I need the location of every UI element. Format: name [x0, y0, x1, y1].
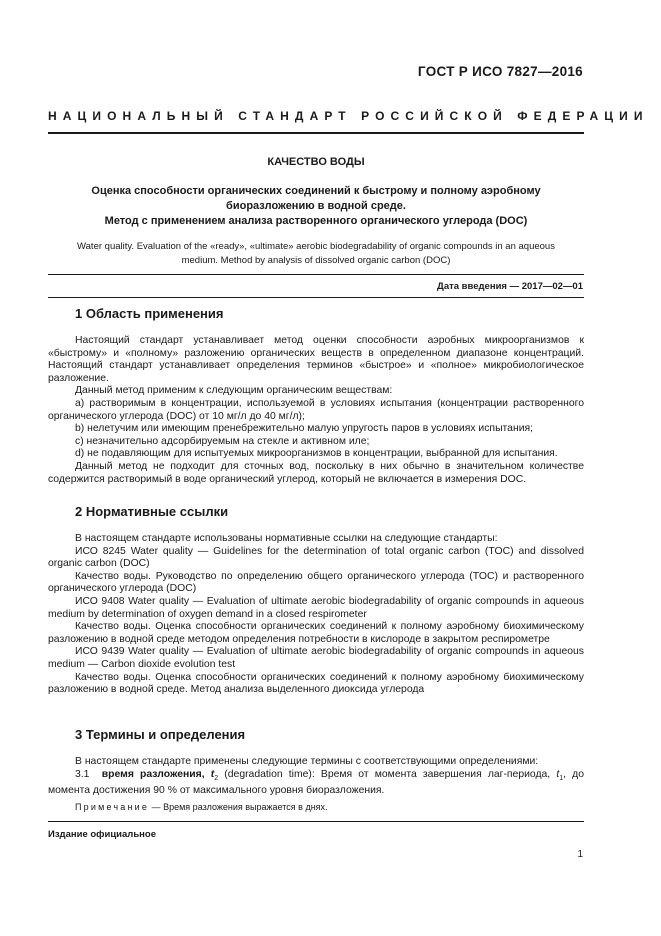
list-item: d) не подавляющим для испытуемых микроорганизмов в концентрации, выбранной для испытания. — [75, 448, 558, 460]
header-rule — [48, 132, 584, 134]
introduction-date: Дата введения — 2017—02—01 — [437, 281, 583, 292]
footer-rule — [48, 821, 584, 822]
note — [75, 802, 328, 812]
term-t1: t — [556, 768, 560, 780]
reference-translation: Качество воды. Оценка способности органических соединений к полному аэробному биохимическому разложению в водной среде. Метод анализа выделенного диоксида углерода — [48, 671, 584, 696]
english-title-line: medium. Method by analysis of dissolved organic carbon (DOC) — [181, 255, 451, 266]
paragraph: В настоящем стандарте применены следующие термины с соответствующими определениями: — [75, 756, 539, 767]
term-english: (degradation time): Время от момента завершения лаг-периода, — [224, 768, 551, 780]
term-definition — [48, 769, 584, 798]
official-edition-label: Издание официальное — [48, 829, 156, 840]
national-standard-banner: НАЦИОНАЛЬНЫЙ СТАНДАРТ РОССИЙСКОЙ ФЕДЕРАЦИИ — [48, 109, 649, 123]
section-1-heading: 1 Область применения — [75, 306, 224, 321]
term-rest: , до момента достижения 90 % от максимального уровня биоразложения. — [48, 768, 585, 797]
reference-item: ИСО 9408 Water quality — Evaluation of ultimate aerobic biodegradability of organic compounds in aqueous medium by determination of oxygen demand in a closed respirometer — [48, 595, 584, 620]
section-2-body — [48, 533, 584, 697]
page-number: 1 — [577, 849, 583, 860]
note-text: — Время разложения выражается в днях. — [151, 802, 328, 812]
list-item: c) незначительно адсорбируемым на стекле и активном иле; — [75, 435, 370, 447]
section-1-body — [48, 335, 584, 486]
list-item: a) растворимым в концентрации, используемой в условиях испытания (концентрации растворенного органического углерода (DOC) от 10 мг/л до 40 мг/л); — [48, 397, 584, 422]
paragraph: В настоящем стандарте использованы нормативные ссылки на следующие стандарты: — [75, 533, 498, 544]
standard-title: КАЧЕСТВО ВОДЫ — [267, 156, 365, 168]
term-number: 3.1 — [75, 768, 90, 780]
reference-item: ИСО 8245 Water quality — Guidelines for the determination of total organic carbon (TOC) and dissolved organic carbon (DOC) — [48, 545, 584, 570]
term-symbol-subscript: 2 — [214, 774, 219, 782]
reference-translation: Качество воды. Руководство по определению общего органического углерода (TOC) и растворенного органического углерода (DOC) — [48, 570, 584, 595]
note-label: Примечание — [75, 802, 150, 812]
title-rule — [48, 274, 584, 275]
reference-translation: Качество воды. Оценка способности органических соединений к полному аэробному биохимическому разложению в водной среде методом определения потребности в кислороде в закрытом респирометре — [48, 621, 584, 645]
paragraph: Данный метод применим к следующим органическим веществам: — [75, 385, 393, 397]
list-item: b) нелетучим или имеющим пренебрежительно малую упругость паров в условиях испытания; — [75, 423, 534, 435]
section-3-heading: 3 Термины и определения — [75, 727, 246, 742]
section-3-body — [48, 756, 584, 798]
term-name: время разложения, — [101, 768, 205, 780]
term-symbol: t — [210, 768, 215, 780]
subtitle-line: биоразложению в водной среде. — [226, 200, 406, 212]
standard-subtitle — [60, 184, 572, 229]
date-rule — [48, 297, 584, 298]
paragraph: Настоящий стандарт устанавливает метод оценки способности аэробных микроорганизмов к «быстрому» и «полному» разложению органических веществ в определенном диапазоне концентраций. Настоящий стандарт устанавливает определения терминов «быстрое» и «полное» микробиологическое разложение. — [48, 335, 584, 384]
english-title — [60, 240, 572, 268]
document-code: ГОСТ Р ИСО 7827—2016 — [417, 64, 583, 79]
english-title-line: Water quality. Evaluation of the «ready», «ultimate» aerobic biodegradability of organic compounds in an aqueous — [77, 241, 555, 252]
subtitle-line: Метод с применением анализа растворенного органического углерода (DOC) — [104, 215, 528, 227]
section-2-heading: 2 Нормативные ссылки — [75, 504, 229, 519]
paragraph: Данный метод не подходит для сточных вод, поскольку в них обычно в значительном количестве содержится растворимый в воде органический углерод, который не включается в измерения DOC. — [48, 460, 584, 485]
term-t1-subscript: 1 — [559, 774, 564, 782]
subtitle-line: Оценка способности органических соединений к быстрому и полному аэробному — [91, 185, 541, 197]
reference-item: ИСО 9439 Water quality — Evaluation of ultimate aerobic biodegradability of organic compounds in aqueous medium — Carbon dioxide evolution test — [48, 646, 584, 670]
